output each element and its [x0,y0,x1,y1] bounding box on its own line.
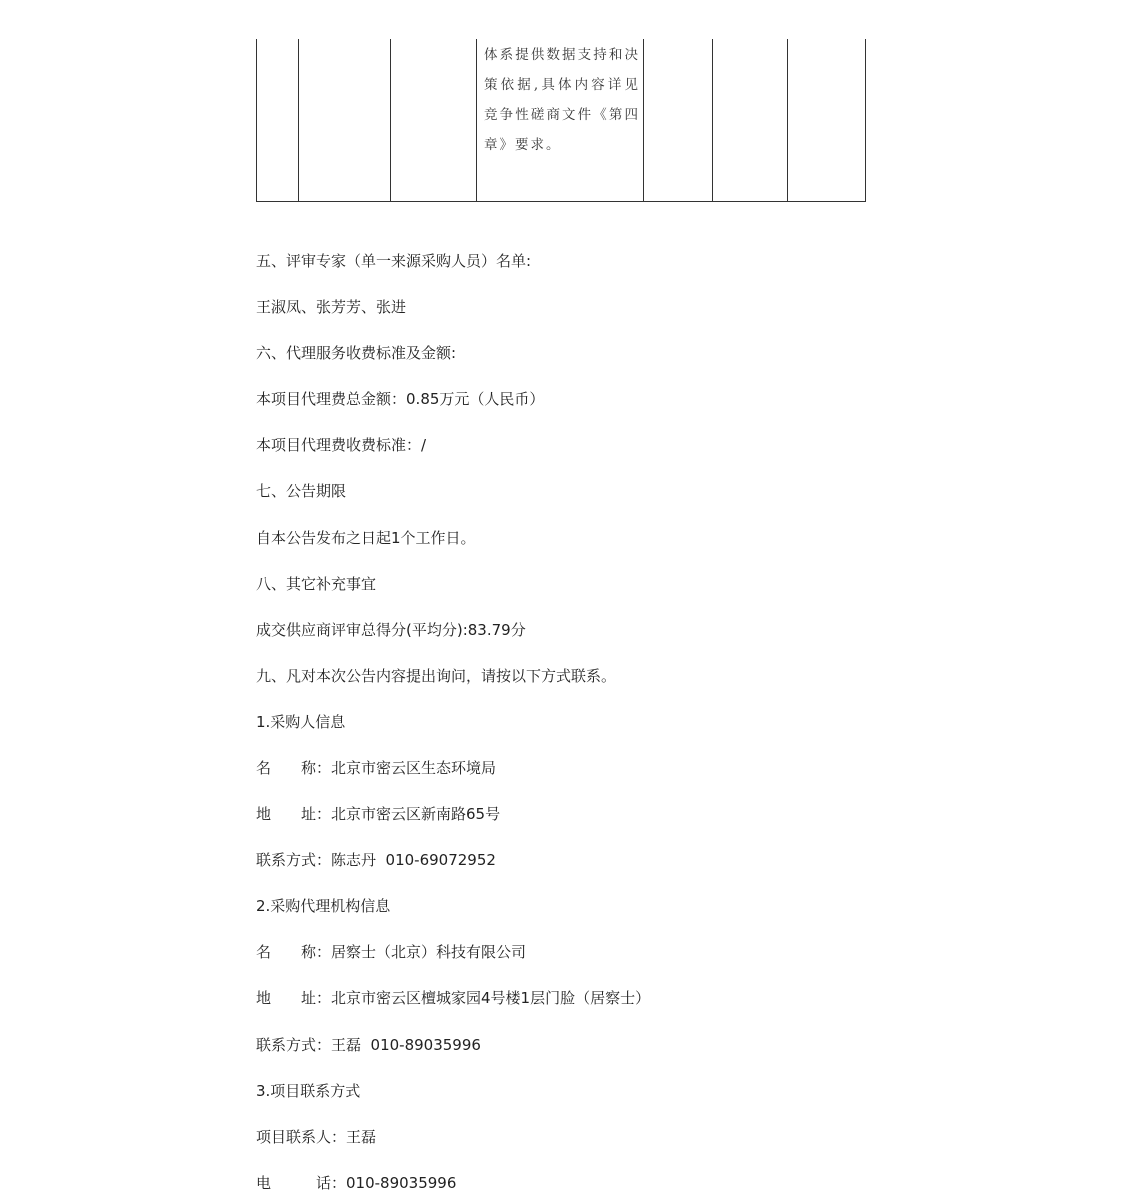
section-agency-fee-heading: 六、代理服务收费标准及金额: [256,344,457,362]
table-column-divider [787,39,788,201]
section-notice-period-heading: 七、公告期限 [256,482,347,500]
project-contact-phone: 电 话：010-89035996 [256,1174,457,1192]
table-column-divider [298,39,299,201]
agency-address: 地 址：北京市密云区檀城家园4号楼1层门脸（居察士） [256,989,651,1007]
purchaser-address: 地 址：北京市密云区新南路65号 [256,805,501,823]
section-experts-heading: 五、评审专家（单一来源采购人员）名单: [256,252,532,270]
section-contact-heading: 九、凡对本次公告内容提出询问，请按以下方式联系。 [256,667,617,685]
agency-name: 名 称：居察士（北京）科技有限公司 [256,943,527,961]
agency-fee-standard: 本项目代理费收费标准：/ [256,436,427,454]
table-column-divider [865,39,866,201]
purchaser-info-heading: 1.采购人信息 [256,713,346,731]
table-column-divider [390,39,391,201]
table-cell-service-description: 体系提供数据支持和决策依据,具体内容详见竞争性磋商文件《第四章》要求。 [484,47,640,153]
purchaser-contact: 联系方式：陈志丹 010-69072952 [256,851,496,869]
table-column-divider [712,39,713,201]
supplier-score-text: 成交供应商评审总得分(平均分):83.79分 [256,621,526,639]
section-supplement-heading: 八、其它补充事宜 [256,575,377,593]
table-column-divider [643,39,644,201]
experts-list: 王淑凤、张芳芳、张进 [256,298,407,316]
agency-fee-amount: 本项目代理费总金额：0.85万元（人民币） [256,390,545,408]
purchaser-name: 名 称：北京市密云区生态环境局 [256,759,497,777]
project-contact-person: 项目联系人：王磊 [256,1128,377,1146]
notice-period-text: 自本公告发布之日起1个工作日。 [256,529,476,547]
table-column-divider [476,39,477,201]
agency-contact: 联系方式：王磊 010-89035996 [256,1036,481,1054]
project-contact-heading: 3.项目联系方式 [256,1082,361,1100]
agency-info-heading: 2.采购代理机构信息 [256,897,391,915]
